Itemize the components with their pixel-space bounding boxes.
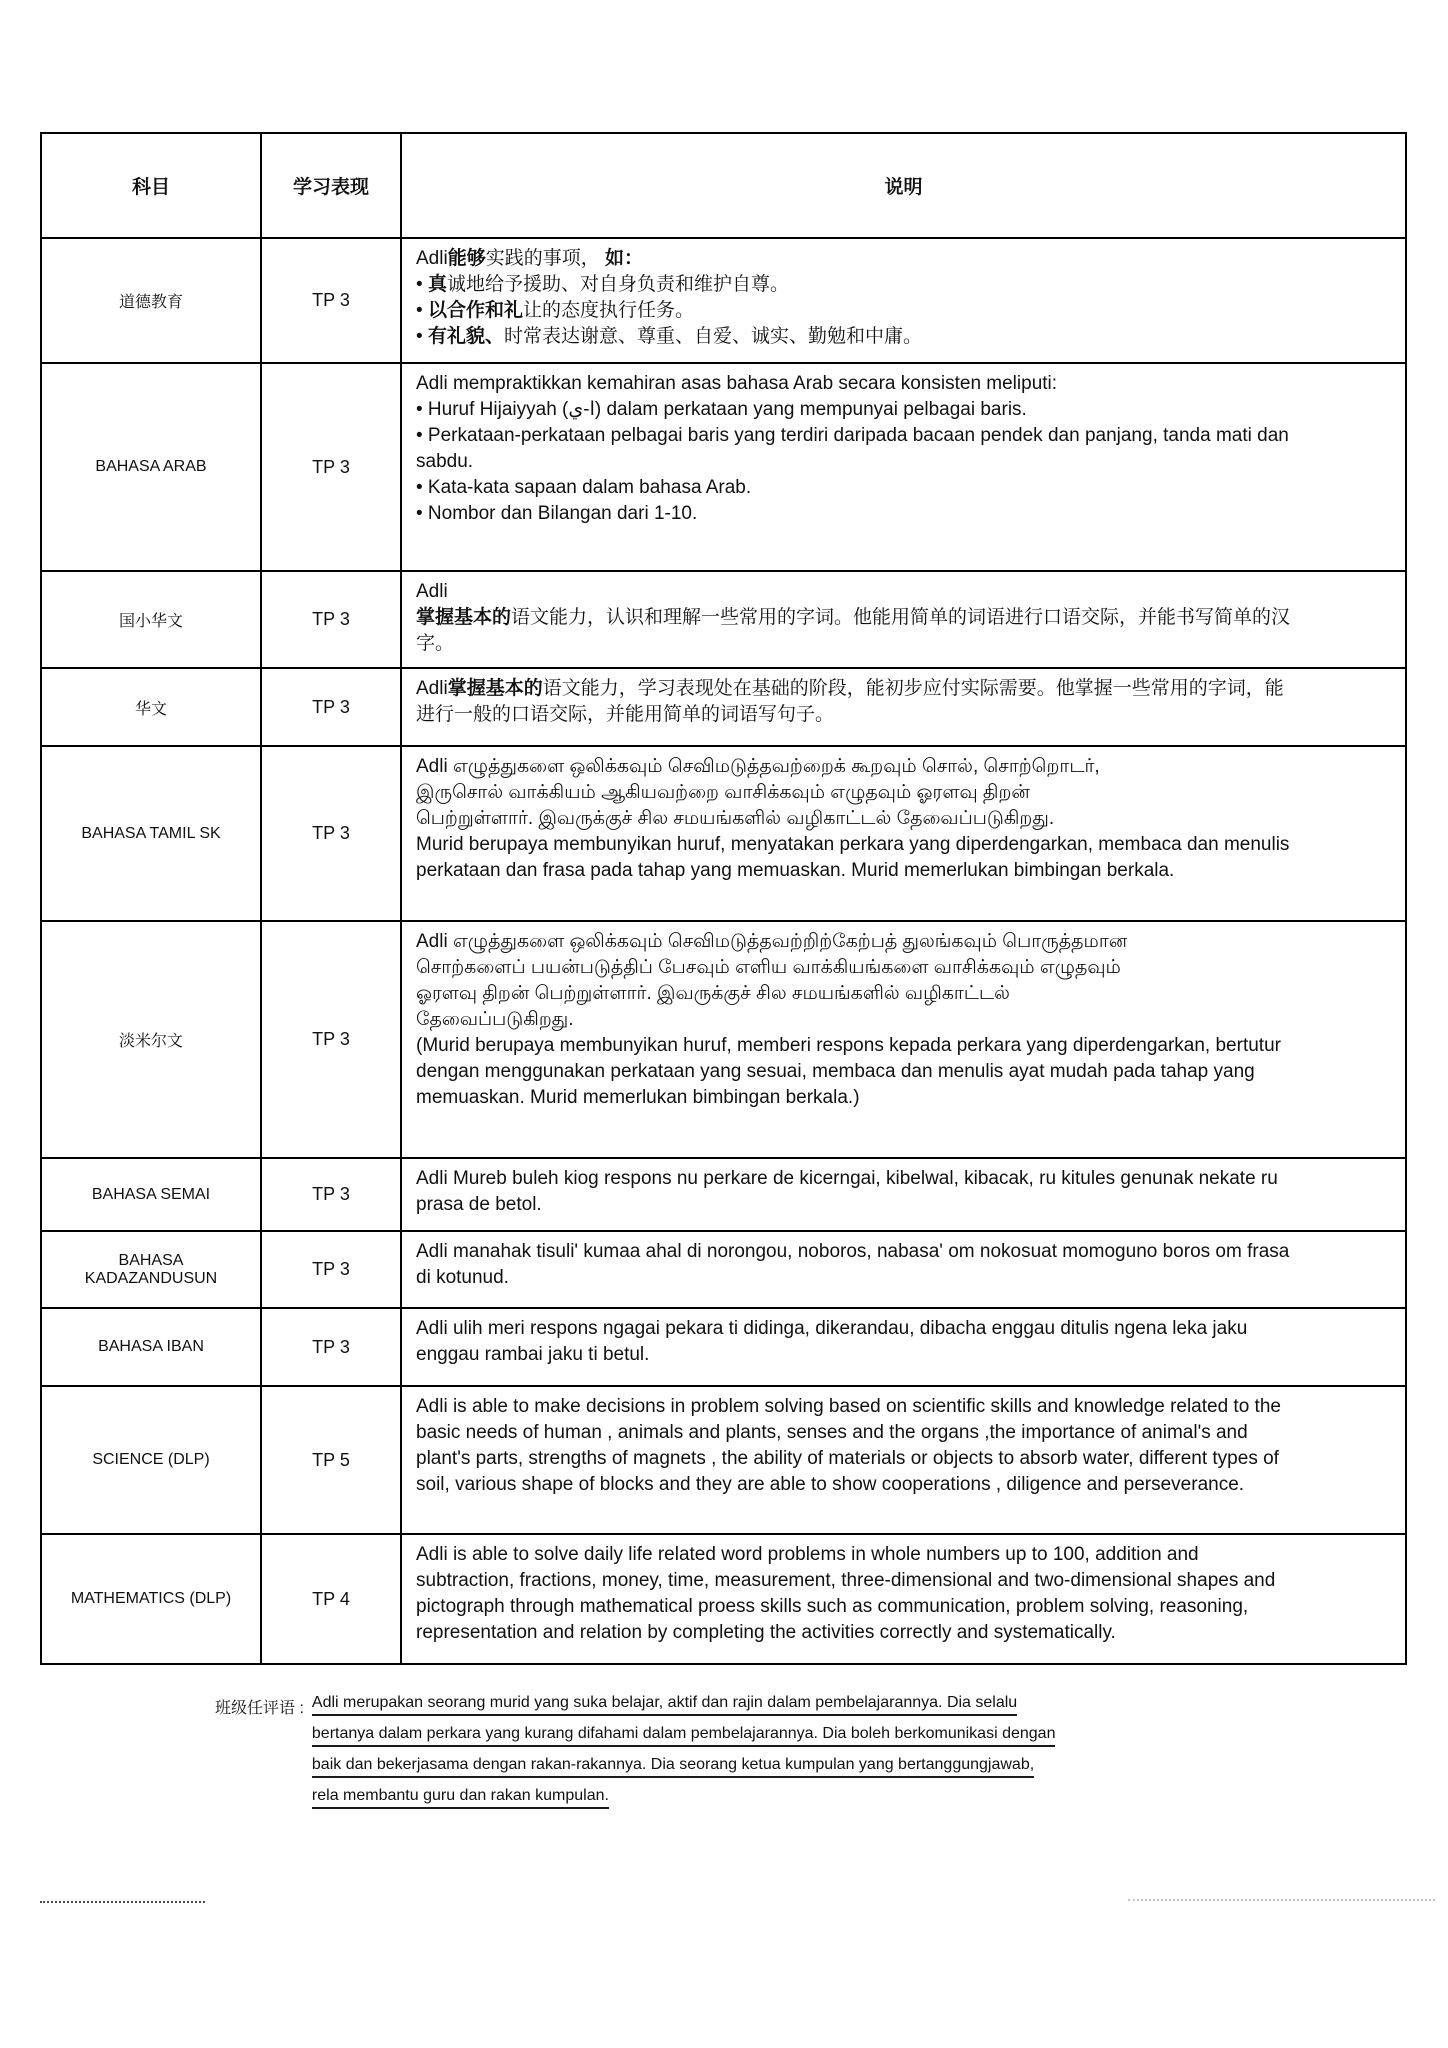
description-cell: Adli ulih meri respons ngagai pekara ti didinga, dikerandau, dibacha enggau ditulis ngena leka jaku enggau rambai jaku ti betul. [401,1308,1406,1386]
subject-cell: 国小华文 [41,571,261,668]
description-cell: Adli能够实践的事项， 如： • 真诚地给予援助、对自身负责和维护自尊。 • 以合作和礼让的态度执行任务。 • 有礼貌、时常表达谢意、尊重、自爱、诚实、勤勉和中庸。 [401,238,1406,363]
col-header-subject: 科目 [41,133,261,238]
description-cell: Adli掌握基本的语文能力，学习表现处在基础的阶段，能初步应付实际需要。他掌握一些常用的字词，能 进行一般的口语交际，并能用简单的词语写句子。 [401,668,1406,746]
subject-cell: BAHASA IBAN [41,1308,261,1386]
subject-cell: BAHASA KADAZANDUSUN [41,1231,261,1308]
table-row [41,238,1406,363]
table-row [41,1158,1406,1231]
subject-cell: 淡米尔文 [41,921,261,1158]
table-row [41,363,1406,571]
teacher-comment-line: rela membantu guru dan rakan kumpulan. [312,1786,609,1809]
table-row [41,746,1406,921]
teacher-comment [312,1693,1056,1817]
teacher-comment-line: baik dan bekerjasama dengan rakan-rakannya. Dia seorang ketua kumpulan yang bertanggungjawab, [312,1755,1034,1778]
description-cell: Adli is able to make decisions in problem solving based on scientific skills and knowledge related to the basic needs of human , animals and plants, senses and the organs ,the importance of animal's and plant's parts, strengths of magnets , the ability of materials or objects to absorb water, different types of soil, various shape of blocks and they are able to show cooperations , diligence and perseverance. [401,1386,1406,1534]
report-table-body [41,238,1406,1664]
subject-cell: BAHASA TAMIL SK [41,746,261,921]
col-header-performance: 学习表现 [261,133,401,238]
signature-line-left [40,1901,205,1903]
performance-cell: TP 3 [261,921,401,1158]
subject-cell: 华文 [41,668,261,746]
subject-cell: MATHEMATICS (DLP) [41,1534,261,1664]
performance-cell: TP 3 [261,238,401,363]
description-cell: Adli manahak tisuli' kumaa ahal di norongou, noboros, nabasa' om nokosuat momoguno boros om frasa di kotunud. [401,1231,1406,1308]
col-header-description: 说明 [401,133,1406,238]
table-row [41,571,1406,668]
table-header-row [41,133,1406,238]
table-row [41,668,1406,746]
description-cell: Adli Mureb buleh kiog respons nu perkare de kicerngai, kibelwal, kibacak, ru kitules genunak nekate ru prasa de betol. [401,1158,1406,1231]
subject-cell: SCIENCE (DLP) [41,1386,261,1534]
subject-cell: BAHASA SEMAI [41,1158,261,1231]
signature-line-right [1128,1899,1435,1901]
performance-cell: TP 3 [261,1231,401,1308]
teacher-comment-line: Adli merupakan seorang murid yang suka belajar, aktif dan rajin dalam pembelajarannya. Dia selalu [312,1693,1017,1716]
performance-cell: TP 5 [261,1386,401,1534]
performance-cell: TP 3 [261,363,401,571]
subject-cell: 道德教育 [41,238,261,363]
performance-cell: TP 3 [261,1308,401,1386]
report-table [40,132,1407,1665]
performance-cell: TP 3 [261,1158,401,1231]
table-row [41,1534,1406,1664]
description-cell: Adli is able to solve daily life related word problems in whole numbers up to 100, addition and subtraction, fractions, money, time, measurement, three-dimensional and two-dimensional shapes and pictograph through mathematical proess skills such as communication, problem solving, reasoning, representation and relation by completing the activities correctly and systematically. [401,1534,1406,1664]
teacher-comment-line: bertanya dalam perkara yang kurang difahami dalam pembelajarannya. Dia boleh berkomunikasi dengan [312,1724,1056,1747]
table-row [41,1386,1406,1534]
performance-cell: TP 3 [261,668,401,746]
table-row [41,1231,1406,1308]
description-cell: Adli mempraktikkan kemahiran asas bahasa Arab secara konsisten meliputi: • Huruf Hijaiyyah (ا-ي) dalam perkataan yang mempunyai pelbagai baris. • Perkataan-perkataan pelbagai baris yang terdiri daripada bacaan pendek dan panjang, tanda mati dan sabdu. • Kata-kata sapaan dalam bahasa Arab. • Nombor dan Bilangan dari 1-10. [401,363,1406,571]
table-row [41,1308,1406,1386]
teacher-comment-label: 班级任评语 : [215,1700,304,1717]
description-cell: Adli எழுத்துகளை ஒலிக்கவும் செவிமடுத்தவற்றிற்கேற்பத் துலங்கவும் பொருத்தமான சொற்களைப் பயன்படுத்திப் பேசவும் எளிய வாக்கியங்களை வாசிக்கவும் எழுதவும் ஓரளவு திறன் பெற்றுள்ளார். இவருக்குச் சில சமயங்களில் வழிகாட்டல் தேவைப்படுகிறது. (Murid berupaya membunyikan huruf, memberi respons kepada perkara yang diperdengarkan, bertutur dengan menggunakan perkataan yang sesuai, membaca dan menulis ayat mudah pada tahap yang memuaskan. Murid memerlukan bimbingan berkala.) [401,921,1406,1158]
description-cell: Adli எழுத்துகளை ஒலிக்கவும் செவிமடுத்தவற்றைக் கூறவும் சொல், சொற்றொடர், இருசொல் வாக்கியம் ஆகியவற்றை வாசிக்கவும் எழுதவும் ஓரளவு திறன் பெற்றுள்ளார். இவருக்குச் சில சமயங்களில் வழிகாட்டல் தேவைப்படுகிறது. Murid berupaya membunyikan huruf, menyatakan perkara yang diperdengarkan, membaca dan menulis perkataan dan frasa pada tahap yang memuaskan. Murid memerlukan bimbingan berkala. [401,746,1406,921]
subject-cell: BAHASA ARAB [41,363,261,571]
description-cell: Adli 掌握基本的语文能力，认识和理解一些常用的字词。他能用简单的词语进行口语交际，并能书写简单的汉 字。 [401,571,1406,668]
performance-cell: TP 3 [261,746,401,921]
performance-cell: TP 4 [261,1534,401,1664]
performance-cell: TP 3 [261,571,401,668]
table-row [41,921,1406,1158]
teacher-comment-section [215,1693,1055,1817]
